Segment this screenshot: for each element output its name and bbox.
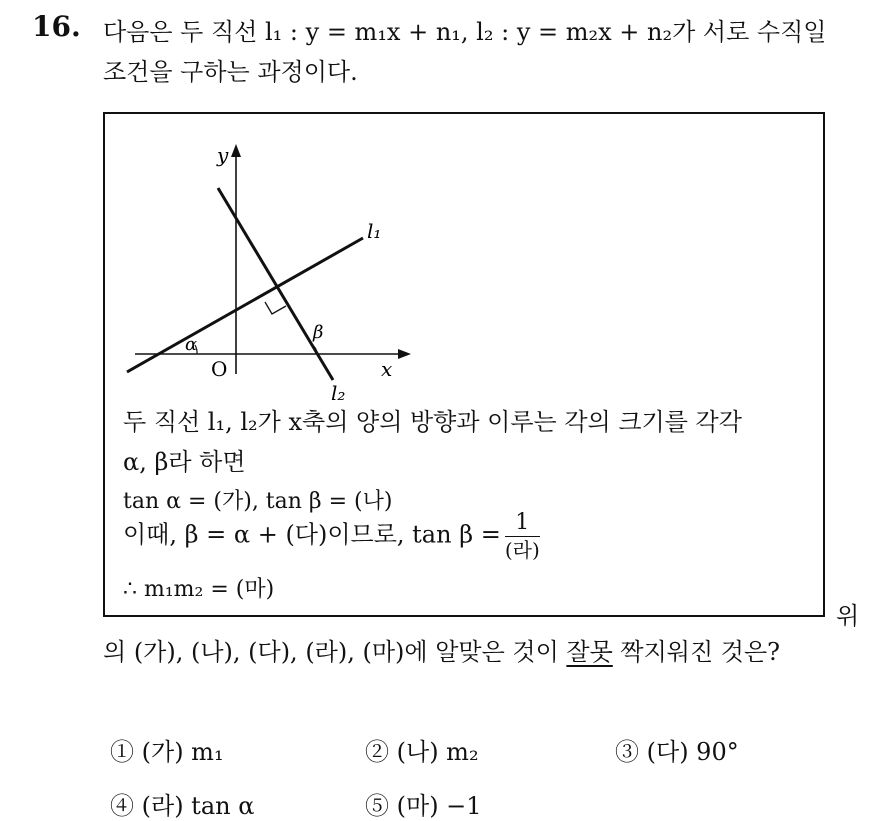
choice-3[interactable] (615, 732, 739, 767)
choice-1-mark: ① (110, 738, 134, 766)
proof-box (103, 112, 825, 617)
choice-2-text: (나) m₂ (396, 738, 479, 766)
line-l1-label: l₁ (367, 219, 382, 243)
fraction (505, 512, 540, 560)
proof-line-4 (123, 512, 540, 560)
right-angle-mark (265, 302, 286, 314)
beta-label: β (313, 322, 324, 343)
choice-2[interactable] (365, 732, 479, 767)
question-prompt-underlined: 잘못 (566, 638, 613, 666)
question-number: 16. (32, 10, 81, 43)
fraction-denominator: (라) (504, 538, 540, 562)
proof-line-2: α, β라 하면 (123, 448, 246, 476)
x-axis-label: x (381, 357, 393, 381)
x-axis-arrow-icon (398, 349, 411, 359)
question-prompt-after: 짝지워진 것은? (612, 638, 780, 666)
y-axis-arrow-icon (231, 144, 241, 157)
choice-3-text: (다) 90° (646, 738, 739, 766)
proof-line-1: 두 직선 l₁, l₂가 x축의 양의 방향과 이루는 각의 크기를 각각 (123, 408, 742, 436)
alpha-label: α (185, 334, 198, 355)
coordinate-graph (105, 114, 425, 404)
question-stem-line-1: 다음은 두 직선 l₁ : y = m₁x + n₁, l₂ : y = m₂x + n₂가 서로 수직일 (103, 18, 827, 46)
fraction-numerator: 1 (505, 512, 540, 537)
choice-4-text: (라) tan α (141, 792, 255, 820)
proof-line-5: ∴ m₁m₂ = (마) (123, 577, 275, 602)
after-box-text: 위 (836, 602, 860, 630)
question-prompt (103, 632, 780, 667)
line-l1 (127, 238, 363, 372)
proof-line-3: tan α = (가), tan β = (나) (123, 489, 393, 514)
choice-4-mark: ④ (110, 792, 134, 820)
choice-3-mark: ③ (615, 738, 639, 766)
choice-5-text: (마) −1 (396, 792, 482, 820)
choice-1-text: (가) m₁ (141, 738, 224, 766)
question-prompt-before: 의 (가), (나), (다), (라), (마)에 알맞은 것이 (103, 638, 567, 666)
choice-2-mark: ② (365, 738, 389, 766)
question-stem-line-2: 조건을 구하는 과정이다. (103, 58, 358, 86)
origin-label: O (211, 357, 228, 381)
line-l2-label: l₂ (331, 381, 346, 404)
proof-line-4-text: 이때, β = α + (다)이므로, tan β = (123, 520, 501, 549)
y-axis-label: y (217, 143, 229, 167)
choice-5-mark: ⑤ (365, 792, 389, 820)
choice-1[interactable] (110, 732, 224, 767)
